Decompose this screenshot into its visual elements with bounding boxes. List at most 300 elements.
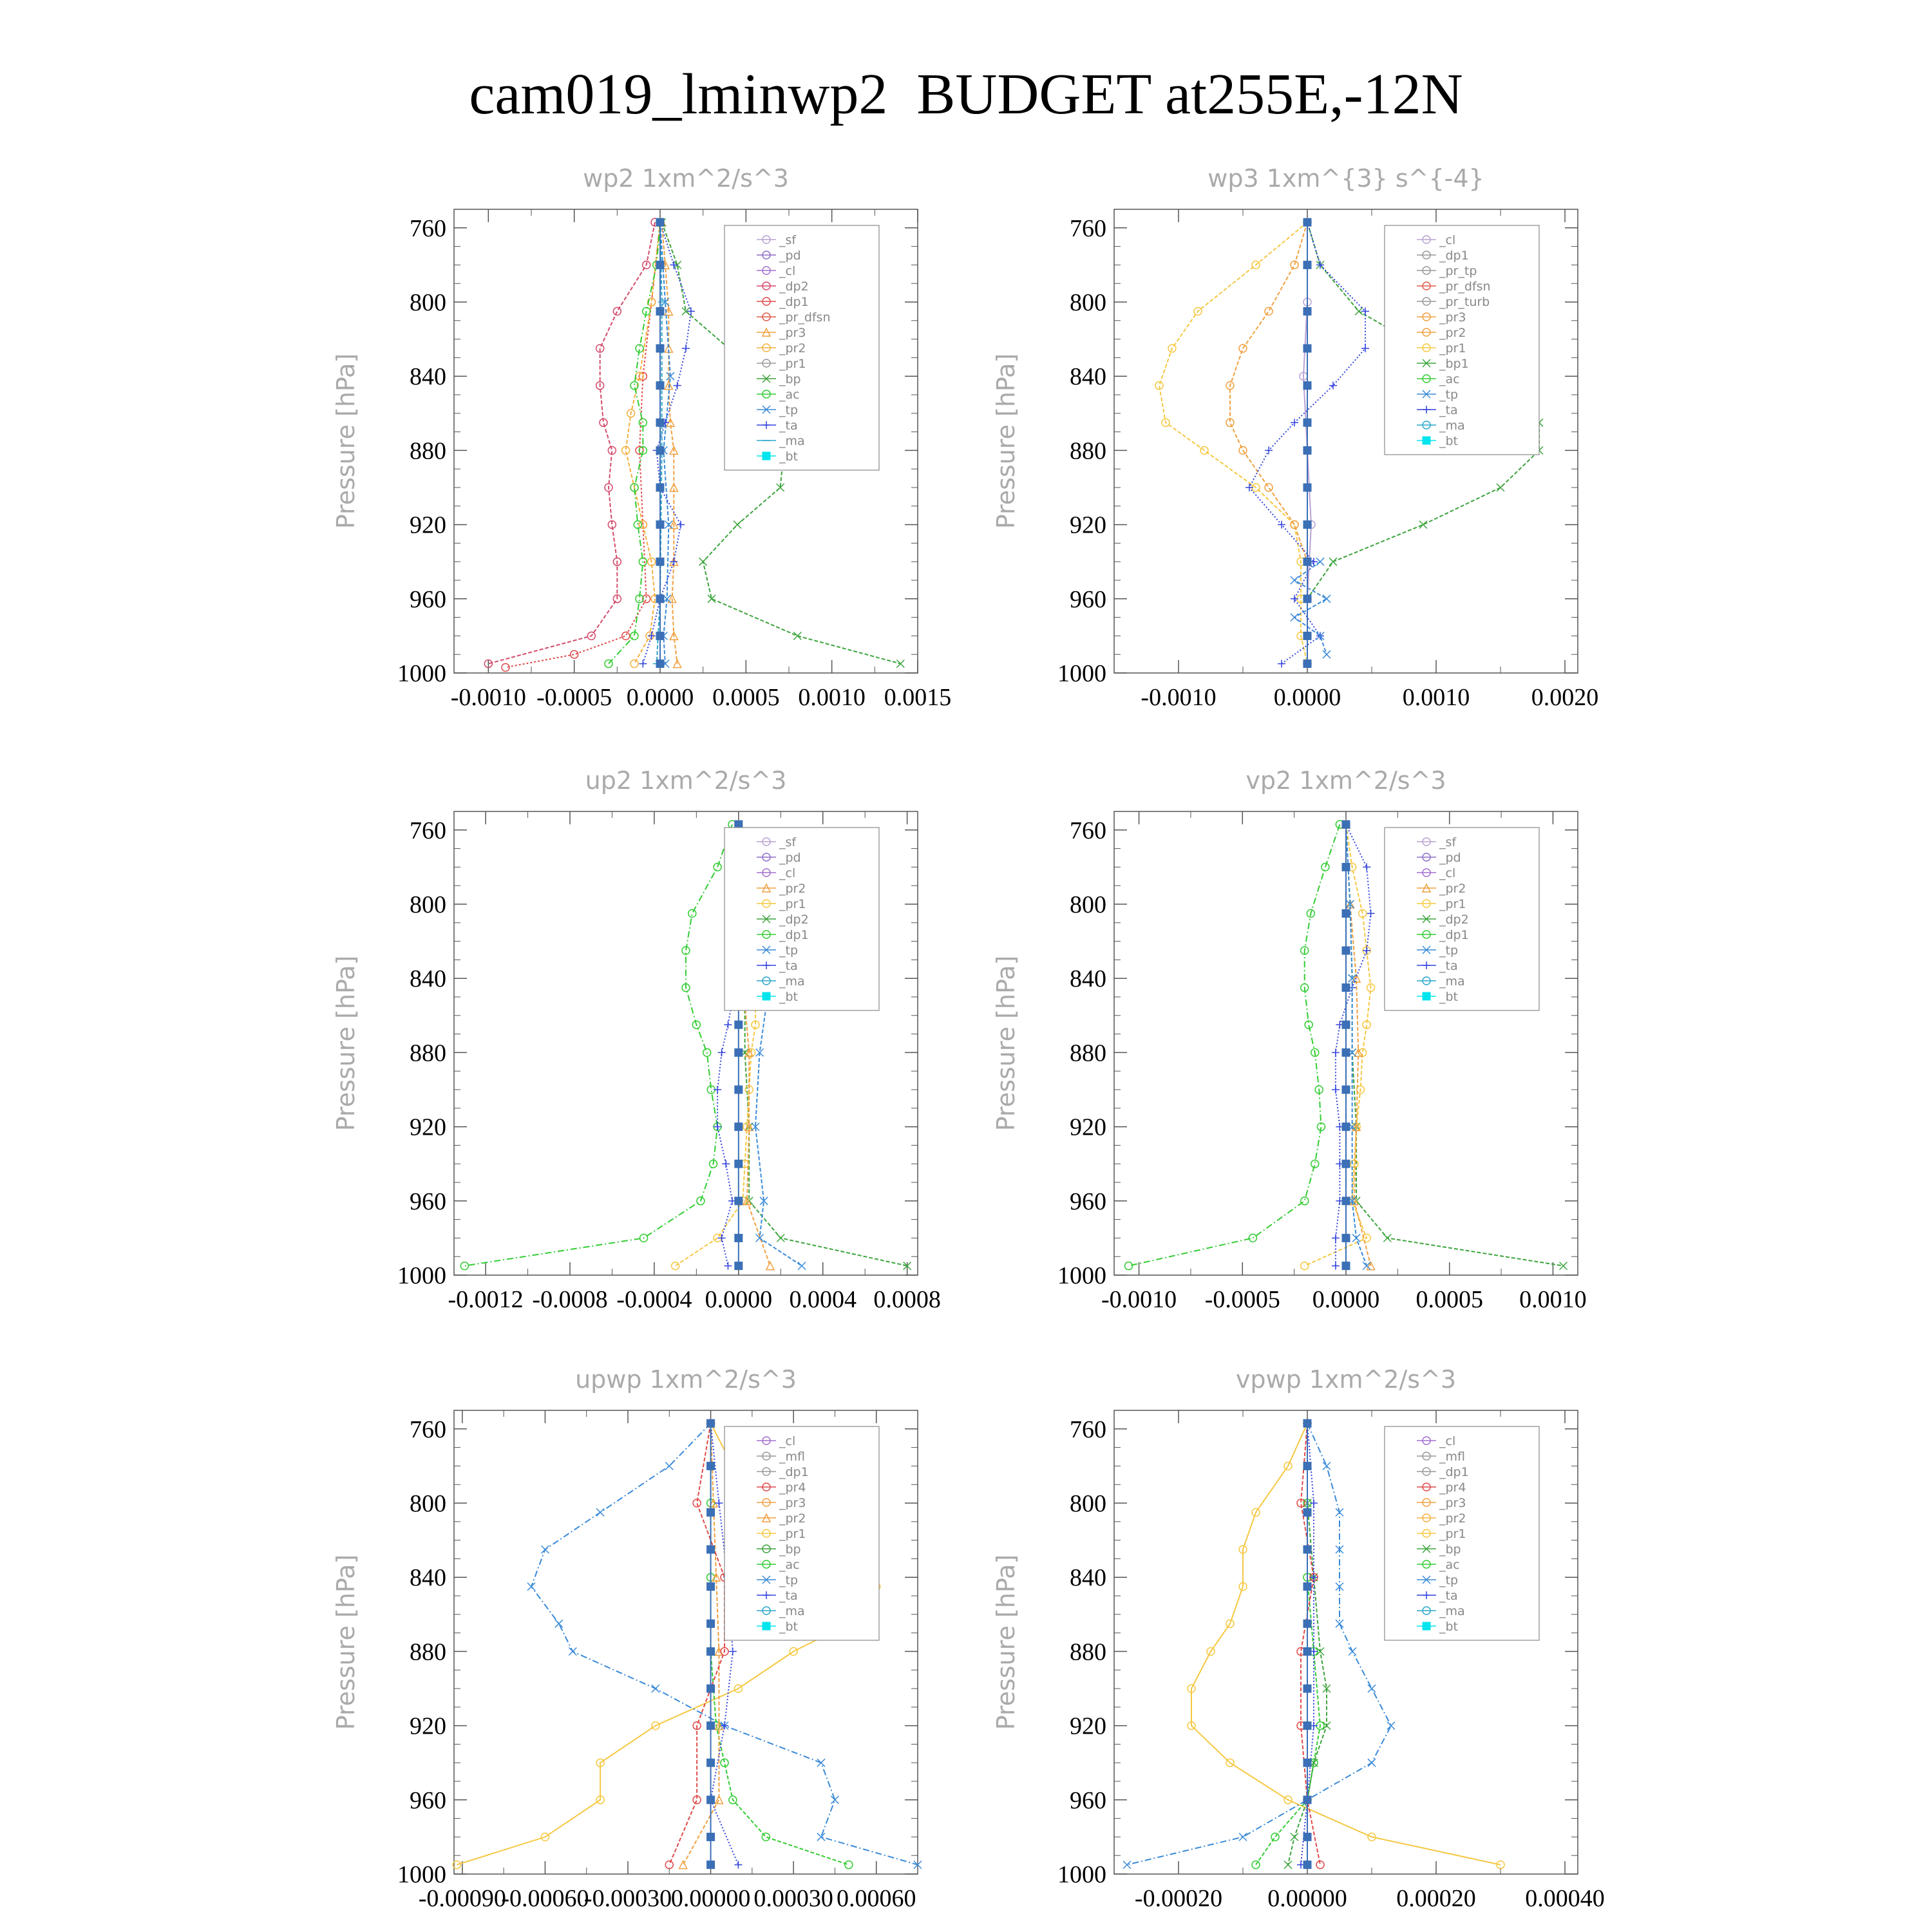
data-point	[1303, 382, 1311, 390]
y-tick-label: 880	[1070, 437, 1106, 465]
legend-label: _tp	[779, 943, 799, 958]
y-axis-label: Pressure [hPa]	[992, 1554, 1020, 1730]
data-point	[1310, 1499, 1318, 1507]
x-tick-label: -0.0012	[448, 1286, 524, 1313]
legend-label: _dp2	[1439, 913, 1469, 927]
data-point	[1329, 382, 1337, 390]
y-tick-label: 1000	[397, 1861, 446, 1888]
data-point	[1342, 1160, 1350, 1168]
legend-label: _pr2	[1439, 326, 1466, 340]
data-point	[1323, 1462, 1331, 1470]
y-tick-label: 880	[1070, 1039, 1106, 1067]
legend-label: _cl	[779, 264, 796, 278]
legend-marker	[762, 992, 770, 1000]
data-point	[714, 863, 721, 871]
y-tick-label: 920	[1070, 511, 1106, 539]
y-tick-label: 840	[1070, 1564, 1106, 1592]
y-tick-label: 880	[410, 1039, 446, 1067]
x-tick-label: 0.0005	[712, 684, 780, 711]
data-point	[1303, 218, 1311, 226]
legend-label: _dp2	[779, 279, 809, 294]
y-tick-label: 840	[1070, 363, 1106, 391]
y-tick-label: 920	[1070, 1712, 1106, 1740]
data-point	[735, 1262, 743, 1270]
y-axis-label: Pressure [hPa]	[992, 353, 1020, 529]
legend-label: _pr1	[1439, 1527, 1466, 1541]
x-tick-label: 0.0000	[1312, 1286, 1380, 1313]
series-dp1	[502, 218, 664, 671]
data-point	[648, 632, 656, 639]
y-tick-label: 920	[1070, 1113, 1106, 1141]
panel-title: wp2 1xm^2/s^3	[583, 164, 789, 193]
x-tick-label: -0.0005	[1204, 1286, 1280, 1313]
data-point	[1342, 863, 1350, 871]
data-point	[656, 261, 664, 269]
data-point	[1387, 1722, 1395, 1730]
data-point	[1303, 1796, 1311, 1804]
data-point	[1303, 632, 1311, 639]
x-tick-label: -0.0010	[1141, 684, 1217, 711]
data-point	[724, 1262, 732, 1270]
legend	[1385, 225, 1539, 455]
legend-label: _dp1	[1439, 1465, 1469, 1479]
panel-title: vp2 1xm^2/s^3	[1245, 766, 1446, 795]
y-tick-label: 760	[1070, 1416, 1106, 1443]
y-axis-label: Pressure [hPa]	[332, 353, 360, 529]
legend-label: _cl	[779, 866, 796, 880]
data-point	[656, 218, 664, 226]
data-point	[707, 1620, 715, 1627]
legend-label: _dp1	[779, 928, 809, 942]
data-point	[707, 1508, 715, 1516]
data-point	[656, 558, 664, 565]
data-point	[672, 1262, 679, 1270]
legend	[724, 225, 879, 470]
y-axis-label: Pressure [hPa]	[332, 955, 360, 1132]
data-point	[1332, 1086, 1340, 1094]
legend-label: _tp	[1439, 1573, 1459, 1587]
data-point	[762, 1833, 770, 1841]
y-tick-label: 760	[1070, 214, 1106, 242]
data-point	[555, 1620, 563, 1627]
legend-marker	[762, 1622, 770, 1630]
x-tick-label: -0.00030	[583, 1885, 672, 1912]
series-bt	[707, 1419, 715, 1868]
legend-label: _pr2	[779, 341, 806, 355]
x-tick-label: 0.00030	[753, 1885, 833, 1912]
legend-label: _dp1	[1439, 249, 1469, 263]
y-tick-label: 1000	[397, 660, 446, 687]
legend-label: _dp1	[779, 1465, 809, 1479]
data-point	[656, 595, 664, 603]
legend-label: _tp	[1439, 943, 1459, 958]
legend-label: _pr_tp	[1439, 264, 1477, 278]
legend-label: _bt	[1439, 434, 1459, 448]
legend-label: _bp	[779, 372, 801, 386]
x-tick-label: 0.0010	[1519, 1286, 1587, 1313]
legend-label: _pr1	[779, 357, 806, 371]
legend-label: _pr3	[1439, 1496, 1466, 1510]
series-tp	[1123, 1419, 1395, 1868]
y-tick-label: 1000	[1057, 1861, 1106, 1888]
data-point	[817, 1833, 825, 1841]
panel-6	[992, 1365, 1605, 1912]
data-point	[1329, 558, 1337, 565]
data-point	[1291, 595, 1298, 603]
data-point	[845, 1861, 853, 1869]
data-point	[1419, 521, 1427, 529]
data-point	[798, 1262, 806, 1270]
y-tick-label: 840	[410, 965, 446, 993]
legend-label: _ma	[779, 974, 805, 989]
data-point	[735, 1086, 743, 1094]
panel-title: wp3 1xm^{3} s^{-4}	[1208, 164, 1484, 193]
x-tick-label: -0.0010	[1101, 1286, 1177, 1313]
data-point	[1303, 1546, 1311, 1553]
legend-label: _pr2	[779, 882, 806, 896]
legend-label: _pr2	[1439, 882, 1466, 896]
data-point	[766, 1262, 774, 1270]
panel-title: up2 1xm^2/s^3	[585, 766, 787, 795]
y-tick-label: 1000	[1057, 660, 1106, 687]
data-point	[707, 1546, 715, 1553]
data-point	[707, 1759, 715, 1766]
y-tick-label: 800	[1070, 1490, 1106, 1517]
data-point	[541, 1546, 549, 1553]
legend-label: _ta	[1439, 403, 1458, 417]
legend-label: _cl	[1439, 866, 1456, 880]
series-line	[464, 824, 732, 1265]
series-bt	[1303, 218, 1311, 667]
y-tick-label: 1000	[1057, 1262, 1106, 1289]
data-point	[1265, 446, 1273, 454]
data-point	[674, 382, 681, 390]
legend-label: _bt	[1439, 990, 1459, 1004]
series-pr2	[1226, 218, 1311, 667]
data-point	[707, 1685, 715, 1692]
data-point	[1265, 307, 1273, 315]
data-point	[1342, 1234, 1350, 1242]
data-point	[735, 1197, 743, 1205]
data-point	[1303, 1620, 1311, 1627]
y-tick-label: 800	[410, 891, 446, 918]
data-point	[1349, 1647, 1356, 1655]
x-tick-label: -0.0008	[532, 1286, 608, 1313]
data-point	[1367, 909, 1375, 917]
data-point	[1303, 1508, 1311, 1516]
legend-label: _cl	[1439, 1434, 1456, 1448]
data-point	[707, 1462, 715, 1470]
legend-label: _bt	[779, 450, 799, 464]
legend-label: _pr3	[779, 1496, 806, 1510]
series-dp2	[484, 218, 659, 667]
data-point	[1303, 484, 1311, 491]
data-point	[656, 382, 664, 390]
legend-label: _bp	[779, 1542, 801, 1557]
legend-label: _bt	[779, 1620, 799, 1634]
data-point	[1301, 1197, 1309, 1205]
data-point	[817, 1759, 825, 1766]
panel-3	[332, 766, 941, 1313]
data-point	[724, 1021, 732, 1028]
data-point	[707, 1419, 715, 1427]
series-bt	[1303, 1419, 1311, 1868]
data-point	[1239, 1833, 1247, 1841]
legend-label: _pr3	[1439, 310, 1466, 325]
x-tick-label: -0.00060	[501, 1885, 589, 1912]
y-tick-label: 960	[410, 585, 446, 613]
data-point	[1303, 1685, 1311, 1692]
x-tick-label: 0.0000	[1273, 684, 1341, 711]
legend-label: _pr_dfsn	[1439, 279, 1491, 294]
data-point	[735, 1123, 743, 1131]
panel-4	[992, 766, 1587, 1313]
legend-label: _bp	[1439, 1542, 1461, 1557]
data-point	[1368, 1685, 1376, 1692]
data-point	[1303, 1462, 1311, 1470]
data-point	[1332, 1234, 1340, 1242]
data-point	[630, 660, 638, 668]
x-tick-label: 0.0015	[884, 684, 952, 711]
legend	[724, 1426, 879, 1640]
legend-label: _pr_dfsn	[779, 310, 831, 325]
data-point	[707, 1583, 715, 1591]
series-dp1	[460, 820, 736, 1269]
data-point	[1265, 484, 1273, 491]
data-point	[735, 1021, 743, 1028]
legend-label: _cl	[1439, 233, 1456, 247]
series-line	[1159, 222, 1307, 663]
series-pr2	[679, 1419, 723, 1868]
y-tick-label: 840	[410, 363, 446, 391]
x-tick-label: 0.0000	[626, 684, 694, 711]
figure-title: cam019_lminwp2 BUDGET at255E,-12N	[469, 62, 1463, 126]
data-point	[656, 307, 664, 315]
legend-label: _pr1	[779, 897, 806, 911]
legend-label: _ac	[1439, 1558, 1460, 1572]
data-point	[1342, 1123, 1350, 1131]
legend-label: _ma	[1439, 1604, 1465, 1618]
x-tick-label: -0.0004	[616, 1286, 692, 1313]
series-ac	[1252, 1419, 1324, 1868]
y-tick-label: 920	[410, 511, 446, 539]
y-tick-label: 760	[1070, 817, 1106, 844]
data-point	[1323, 595, 1331, 603]
x-tick-label: 0.0008	[873, 1286, 941, 1313]
panel-2	[992, 164, 1598, 711]
data-point	[735, 1160, 743, 1168]
y-tick-label: 760	[410, 214, 446, 242]
data-point	[707, 1796, 715, 1804]
data-point	[1284, 1861, 1292, 1869]
x-tick-label: 0.0004	[789, 1286, 857, 1313]
series-pr1	[1301, 820, 1375, 1269]
data-point	[831, 1796, 838, 1804]
data-point	[1342, 1048, 1350, 1056]
x-tick-label: -0.00020	[1134, 1885, 1223, 1912]
data-point	[1342, 1021, 1350, 1028]
data-point	[729, 1647, 737, 1655]
data-point	[1303, 345, 1311, 352]
y-axis-label: Pressure [hPa]	[992, 955, 1020, 1132]
series-line	[669, 1423, 724, 1864]
panel-1	[332, 164, 951, 711]
legend-label: _ta	[779, 419, 798, 433]
data-point	[1271, 1833, 1279, 1841]
data-point	[1291, 576, 1298, 584]
data-point	[1303, 1419, 1311, 1427]
data-point	[1303, 1722, 1311, 1730]
data-point	[1332, 1048, 1340, 1056]
data-point	[656, 484, 664, 491]
legend	[1385, 828, 1539, 1010]
x-tick-label: 0.00020	[1396, 1885, 1476, 1912]
y-tick-label: 960	[410, 1188, 446, 1215]
data-point	[652, 1685, 659, 1692]
legend-label: _pr_turb	[1439, 295, 1490, 309]
data-point	[735, 1048, 743, 1056]
data-point	[1323, 650, 1331, 658]
y-tick-label: 960	[1070, 585, 1106, 613]
x-tick-label: 0.0010	[1402, 684, 1470, 711]
data-point	[622, 632, 630, 639]
data-point	[707, 1861, 715, 1869]
legend-label: _pr2	[1439, 1511, 1466, 1526]
data-point	[1332, 1262, 1340, 1270]
data-point	[656, 446, 664, 454]
data-point	[679, 1861, 687, 1869]
data-point	[722, 1160, 730, 1168]
x-tick-label: 0.0000	[705, 1286, 773, 1313]
legend-label: _pd	[1439, 851, 1461, 865]
series-line	[1294, 562, 1327, 654]
legend-label: _pd	[779, 851, 801, 865]
data-point	[1303, 660, 1311, 668]
legend-label: _ac	[1439, 372, 1460, 386]
data-point	[656, 660, 664, 668]
series-line	[1127, 1423, 1391, 1864]
legend-marker	[1423, 992, 1430, 1000]
data-point	[707, 1647, 715, 1655]
legend	[724, 828, 879, 1010]
x-tick-label: 0.0005	[1416, 1286, 1483, 1313]
data-point	[1303, 419, 1311, 426]
series-dp1	[1125, 820, 1344, 1269]
legend-label: _ta	[1439, 1589, 1458, 1603]
data-point	[793, 632, 801, 639]
legend-label: _mfl	[779, 1450, 805, 1464]
legend-label: _ta	[1439, 959, 1458, 973]
data-point	[1291, 614, 1298, 621]
panel-title: vpwp 1xm^2/s^3	[1235, 1365, 1457, 1394]
legend-label: _ma	[1439, 419, 1465, 433]
legend-label: _ma	[779, 1604, 805, 1618]
data-point	[1361, 307, 1369, 315]
data-point	[1303, 595, 1311, 603]
legend-label: _pr1	[1439, 897, 1466, 911]
data-point	[707, 1722, 715, 1730]
series-bt	[1342, 820, 1350, 1269]
data-point	[527, 1583, 535, 1591]
data-point	[1303, 1759, 1311, 1766]
legend-label: _pr4	[1439, 1481, 1466, 1495]
data-point	[677, 521, 685, 529]
data-point	[1342, 1262, 1350, 1270]
series-line	[488, 222, 655, 663]
legend-label: _tp	[779, 403, 799, 417]
legend-label: _ta	[779, 959, 798, 973]
x-tick-label: 0.00000	[1267, 1885, 1347, 1912]
y-tick-label: 960	[410, 1786, 446, 1814]
legend-label: _ma	[779, 434, 805, 448]
data-point	[688, 909, 696, 917]
y-axis-label: Pressure [hPa]	[332, 1554, 360, 1730]
series-line	[1305, 824, 1371, 1265]
legend-label: _pr2	[779, 1511, 806, 1526]
data-point	[707, 1833, 715, 1841]
data-point	[656, 345, 664, 352]
legend-label: _pr1	[1439, 341, 1466, 355]
legend-label: _tp	[779, 1573, 799, 1587]
y-tick-label: 880	[410, 437, 446, 465]
x-tick-label: -0.0005	[536, 684, 612, 711]
y-tick-label: 760	[410, 1416, 446, 1443]
data-point	[1303, 307, 1311, 315]
legend-label: _tp	[1439, 388, 1459, 402]
data-point	[1352, 1234, 1360, 1242]
data-point	[1336, 1508, 1343, 1516]
panel-title: upwp 1xm^2/s^3	[575, 1365, 797, 1394]
legend-label: _sf	[779, 233, 797, 247]
data-point	[1303, 1833, 1311, 1841]
data-point	[699, 558, 707, 565]
series-pr1	[1155, 218, 1311, 667]
data-point	[1303, 261, 1311, 269]
x-tick-label: -0.0010	[450, 684, 526, 711]
data-point	[735, 820, 743, 828]
panel-5	[332, 1365, 922, 1912]
data-point	[665, 1462, 673, 1470]
legend-label: _ma	[1439, 974, 1465, 989]
legend-label: _pd	[779, 249, 801, 263]
data-point	[1303, 558, 1311, 565]
y-tick-label: 880	[410, 1638, 446, 1666]
data-point	[571, 650, 578, 658]
data-point	[1336, 1620, 1343, 1627]
legend-label: _dp1	[779, 295, 809, 309]
data-point	[1303, 1583, 1311, 1591]
data-point	[734, 521, 741, 529]
data-point	[656, 632, 664, 639]
data-point	[1291, 261, 1298, 269]
legend-label: _dp2	[779, 913, 809, 927]
legend-label: _dp1	[1439, 928, 1469, 942]
y-tick-label: 760	[410, 817, 446, 844]
x-tick-label: 0.0010	[798, 684, 866, 711]
data-point	[613, 307, 621, 315]
y-tick-label: 880	[1070, 1638, 1106, 1666]
data-point	[734, 1861, 742, 1869]
legend-label: _bt	[779, 990, 799, 1004]
y-tick-label: 800	[410, 289, 446, 316]
y-tick-label: 840	[1070, 965, 1106, 993]
data-point	[1303, 1861, 1311, 1869]
data-point	[1303, 1647, 1311, 1655]
legend	[1385, 1426, 1539, 1640]
legend-marker	[1423, 1622, 1430, 1630]
data-point	[656, 419, 664, 426]
data-point	[596, 1508, 604, 1516]
